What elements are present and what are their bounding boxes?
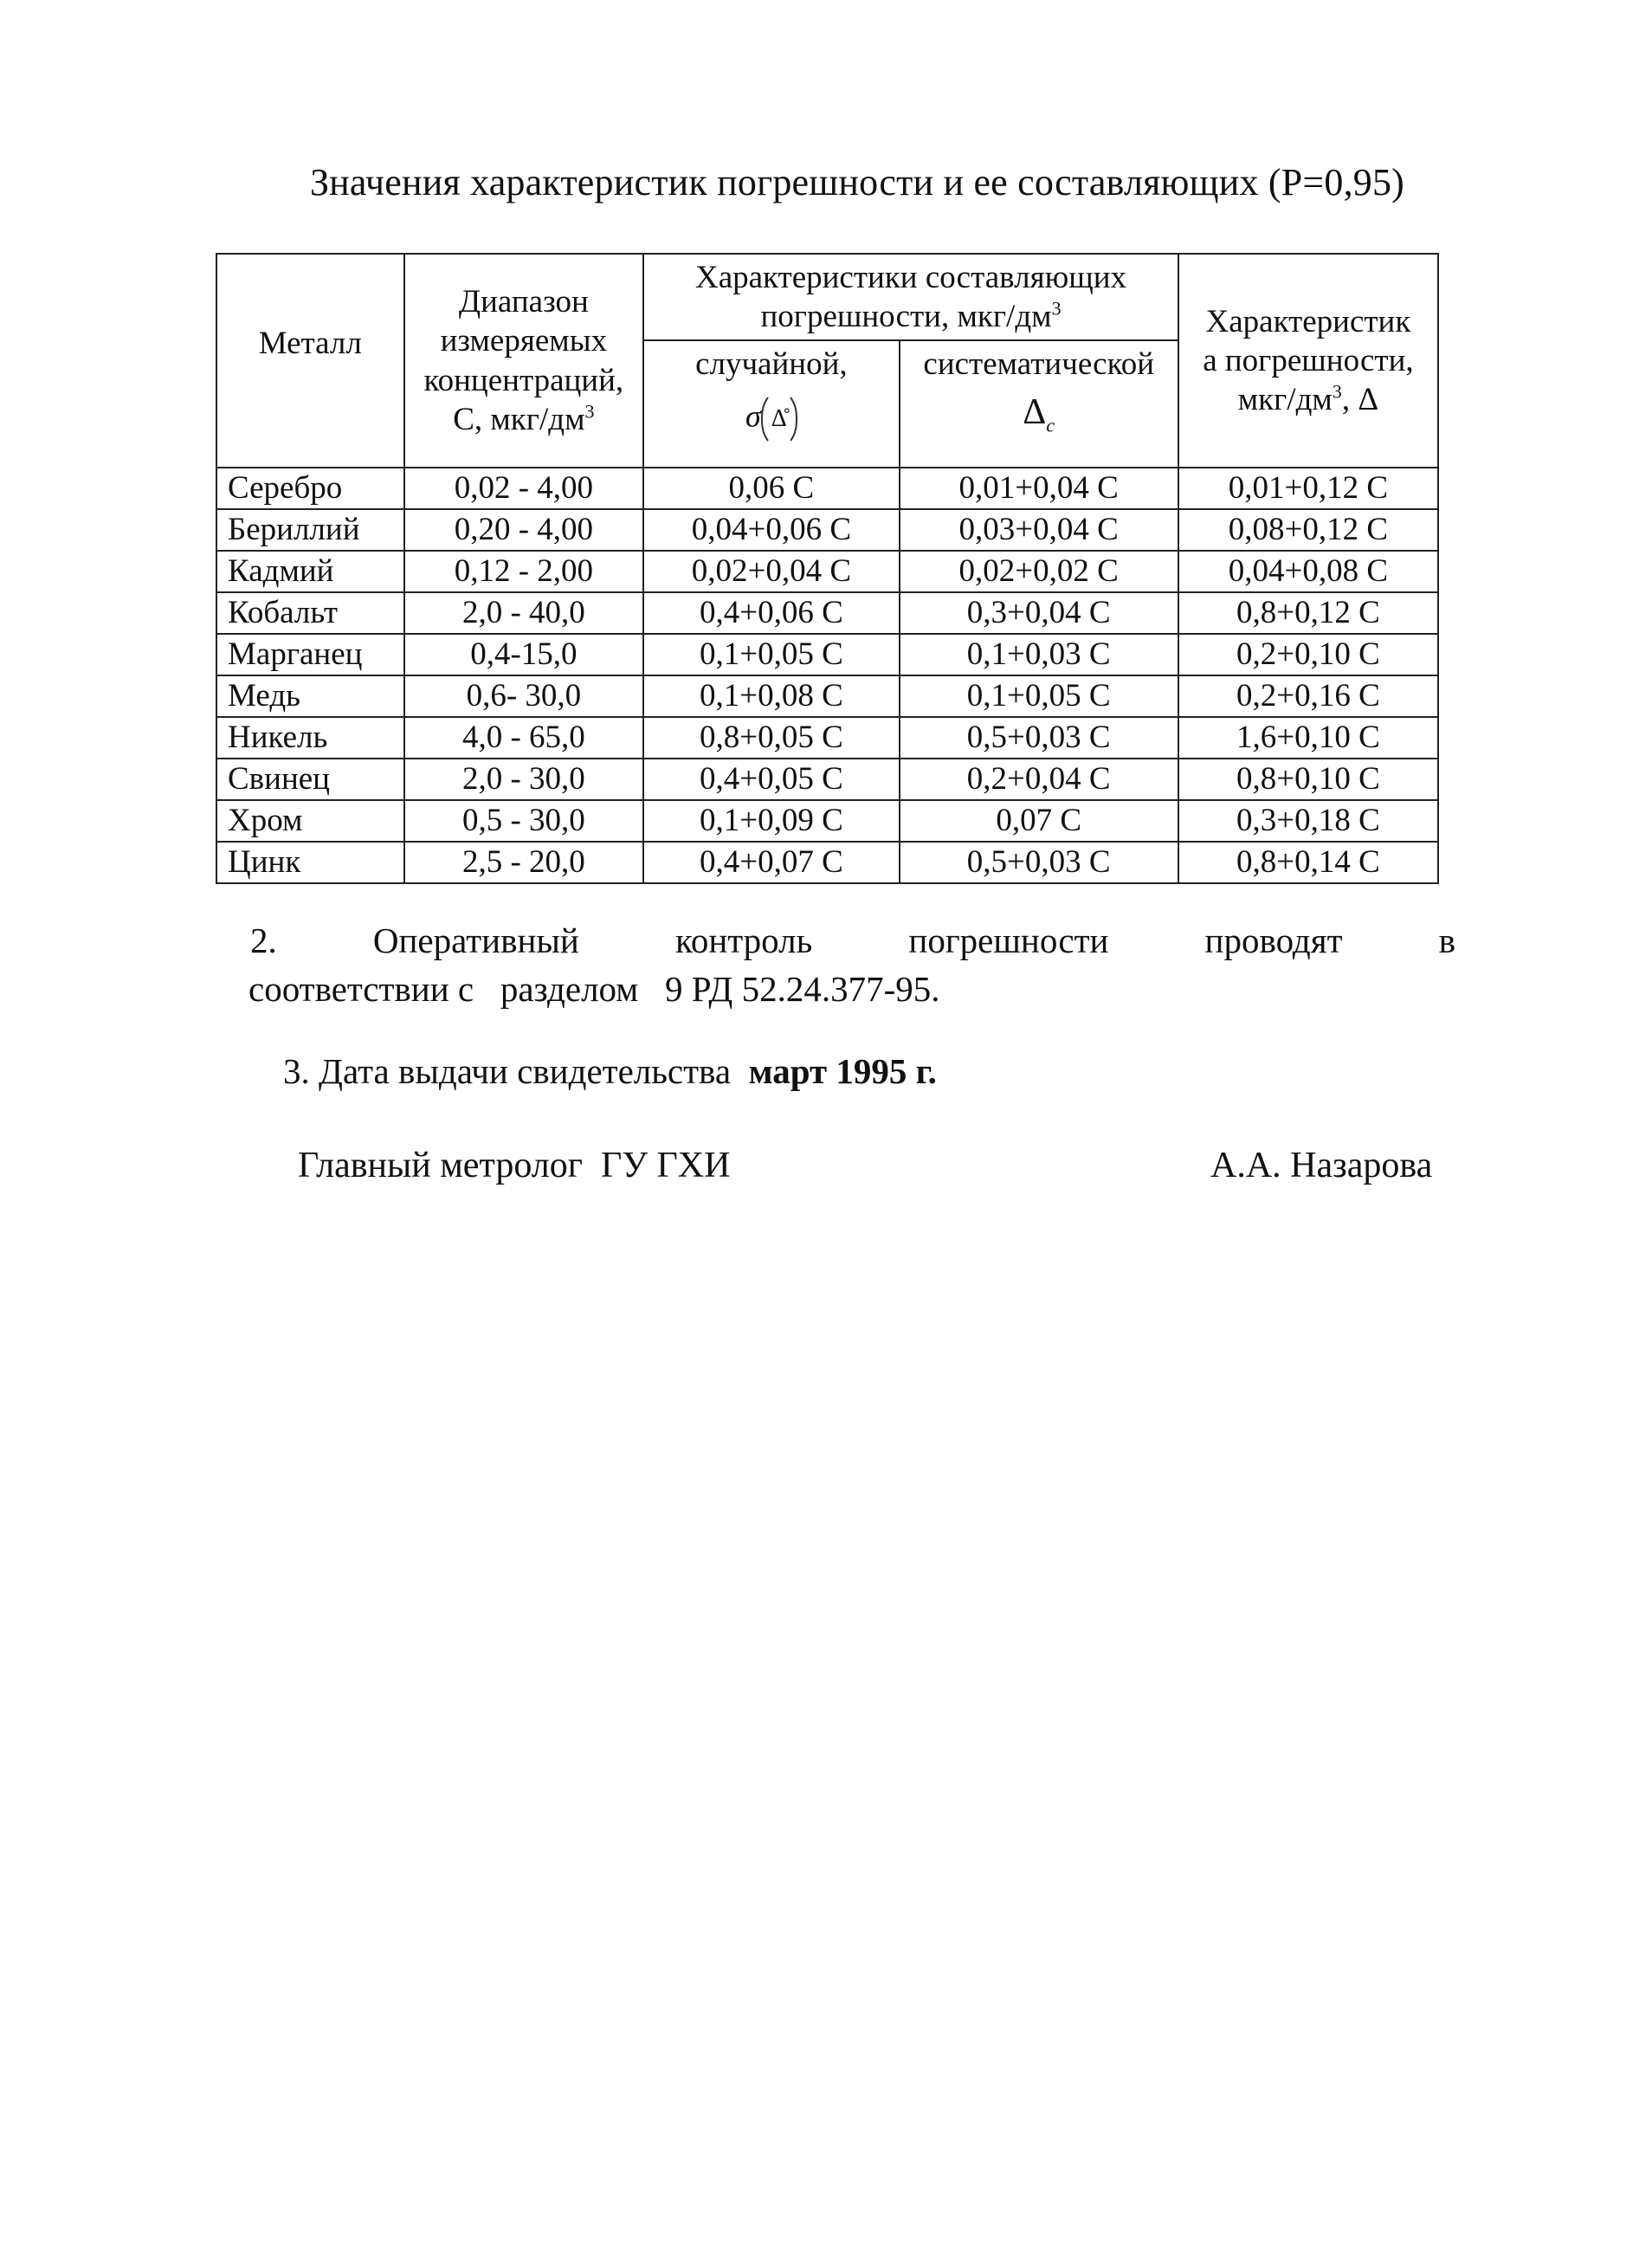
metal-cell: Серебро [216, 468, 404, 509]
random-error-cell: 0,4+0,07 C [643, 842, 899, 883]
random-error-cell: 0,06 C [643, 468, 899, 509]
range-cell: 0,20 - 4,00 [404, 509, 644, 551]
paragraph-2-word: в [1438, 920, 1455, 960]
table-row [216, 842, 1438, 883]
paragraph-2-word: погрешности [908, 920, 1109, 960]
total-error-cell: 0,01+0,12 C [1178, 468, 1438, 509]
random-error-cell: 0,04+0,06 C [643, 509, 899, 551]
systematic-error-cell: 0,5+0,03 C [900, 717, 1178, 759]
header-components: Характеристики составляющих погрешности, мкг/$дм^3$ [643, 254, 1178, 340]
header-random: случайной, σ Δ̊ [643, 340, 899, 468]
systematic-error-cell: 0,2+0,04 C [900, 759, 1178, 800]
table-row [216, 759, 1438, 800]
random-error-cell: 0,1+0,05 C [643, 634, 899, 675]
table-body [216, 468, 1438, 883]
range-cell: 0,6- 30,0 [404, 675, 644, 717]
metal-cell: Цинк [216, 842, 404, 883]
random-error-cell: 0,4+0,05 C [643, 759, 899, 800]
systematic-error-cell: 0,07 C [900, 800, 1178, 842]
metal-cell: Кобальт [216, 592, 404, 634]
paragraph-3 [283, 1050, 937, 1092]
metal-cell: Кадмий [216, 551, 404, 592]
table-title: Значения характеристик погрешности и ее составляющих (P=0,95) [309, 161, 1405, 203]
table-row [216, 800, 1438, 842]
table-row [216, 592, 1438, 634]
total-error-cell: 0,2+0,10 C [1178, 634, 1438, 675]
total-error-cell: 0,8+0,12 C [1178, 592, 1438, 634]
paragraph-2-word: проводят [1204, 920, 1343, 960]
range-cell: 0,02 - 4,00 [404, 468, 644, 509]
table-row [216, 675, 1438, 717]
systematic-error-cell: 0,03+0,04 C [900, 509, 1178, 551]
range-cell: 2,5 - 20,0 [404, 842, 644, 883]
systematic-error-symbol: $\Delta_c$ [1023, 392, 1055, 436]
paragraph-2-word: 2. [250, 920, 277, 960]
random-error-cell: 0,1+0,08 C [643, 675, 899, 717]
range-cell: 2,0 - 30,0 [404, 759, 644, 800]
paragraph-2-word: контроль [674, 920, 813, 960]
systematic-error-cell: 0,01+0,04 C [900, 468, 1178, 509]
systematic-error-cell: 0,1+0,05 C [900, 675, 1178, 717]
random-error-cell: 0,8+0,05 C [643, 717, 899, 759]
range-cell: 2,0 - 40,0 [404, 592, 644, 634]
paragraph-2 [248, 916, 1455, 1009]
total-error-cell: 0,08+0,12 C [1178, 509, 1438, 551]
systematic-error-cell: 0,5+0,03 C [900, 842, 1178, 883]
systematic-error-cell: 0,1+0,03 C [900, 634, 1178, 675]
metal-cell: Никель [216, 717, 404, 759]
table-row [216, 468, 1438, 509]
metal-cell: Свинец [216, 759, 404, 800]
random-error-cell: 0,1+0,09 C [643, 800, 899, 842]
total-error-cell: 1,6+0,10 C [1178, 717, 1438, 759]
metal-cell: Хром [216, 800, 404, 842]
range-cell: 0,12 - 2,00 [404, 551, 644, 592]
header-total: Характеристик а погрешности, мкг/$дм^3$, Δ [1178, 254, 1438, 468]
issue-date: март 1995 г. [748, 1051, 937, 1091]
range-cell: 0,5 - 30,0 [404, 800, 644, 842]
metal-cell: Бериллий [216, 509, 404, 551]
error-characteristics-table [216, 253, 1439, 884]
header-systematic: систематической $\Delta_c$ [900, 340, 1178, 468]
table-row [216, 717, 1438, 759]
header-range: Диапазон измеряемых концентраций, С, мкг/$дм^3$ [404, 254, 644, 468]
systematic-error-cell: 0,02+0,02 C [900, 551, 1178, 592]
random-error-symbol: σ Δ̊ [644, 391, 898, 448]
total-error-cell: 0,8+0,14 C [1178, 842, 1438, 883]
range-cell: 0,4-15,0 [404, 634, 644, 675]
signer-name: А.А. Назарова [1210, 1146, 1433, 1185]
issue-date-label: 3. Дата выдачи свидетельства [283, 1051, 749, 1091]
metal-cell: Марганец [216, 634, 404, 675]
random-error-cell: 0,02+0,04 C [643, 551, 899, 592]
total-error-cell: 0,8+0,10 C [1178, 759, 1438, 800]
paragraph-2-line-1 [250, 916, 1455, 965]
systematic-error-cell: 0,3+0,04 C [900, 592, 1178, 634]
table-row [216, 551, 1438, 592]
signer-role: Главный метролог ГУ ГХИ [298, 1146, 731, 1185]
total-error-cell: 0,04+0,08 C [1178, 551, 1438, 592]
total-error-cell: 0,3+0,18 C [1178, 800, 1438, 842]
total-error-cell: 0,2+0,16 C [1178, 675, 1438, 717]
table-row [216, 634, 1438, 675]
paragraph-2-line-2: соответствии с разделом 9 РД 52.24.377-95. [248, 969, 940, 1009]
header-metal: Металл [216, 254, 404, 468]
paragraph-2-word: Оперативный [372, 920, 579, 960]
range-cell: 4,0 - 65,0 [404, 717, 644, 759]
metal-cell: Медь [216, 675, 404, 717]
table-row [216, 509, 1438, 551]
random-error-cell: 0,4+0,06 C [643, 592, 899, 634]
